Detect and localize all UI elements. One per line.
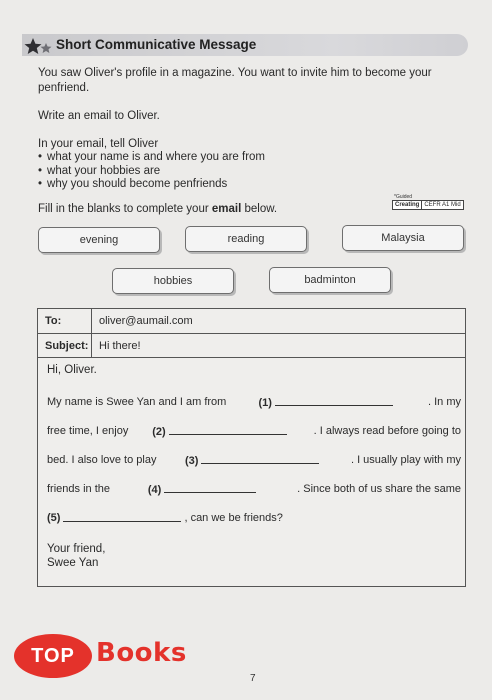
blank-3[interactable] — [201, 453, 319, 464]
blank-number: (1) — [258, 397, 272, 409]
email-line-4 — [47, 482, 461, 497]
stars-icon — [24, 36, 54, 56]
word-box-reading: reading — [185, 226, 307, 252]
line-text: . I usually play with my — [350, 454, 461, 466]
fill-instruction — [38, 202, 277, 217]
line-text: bed. I also love to play — [47, 454, 157, 466]
blank-number: (2) — [152, 426, 166, 438]
email-form — [37, 308, 466, 587]
blank-2[interactable] — [169, 424, 287, 435]
line-text: , can we be friends? — [184, 512, 283, 524]
intro-text: You saw Oliver's profile in a magazine. You want to invite him to become your penfriend. — [38, 67, 432, 94]
skill-label: Creating — [393, 201, 422, 209]
guided-label: *Guided — [394, 194, 413, 200]
email-greeting: Hi, Oliver. — [47, 364, 97, 376]
bullet-item: • why you should become penfriends — [38, 178, 265, 192]
word-box-hobbies: hobbies — [112, 268, 234, 294]
blank-1[interactable] — [275, 395, 393, 406]
line-text: free time, I enjoy — [47, 425, 129, 437]
email-line-2 — [47, 424, 461, 439]
word-box-badminton: badminton — [269, 267, 391, 293]
write-instruction: Write an email to Oliver. — [38, 110, 160, 122]
email-line-1 — [47, 395, 461, 410]
page-number: 7 — [250, 673, 256, 684]
line-text: friends in the — [47, 483, 110, 495]
bullet-item: • what your name is and where you are from — [38, 151, 265, 165]
level-tag — [392, 194, 464, 210]
email-signature: Swee Yan — [47, 557, 99, 569]
blank-number: (5) — [47, 512, 61, 524]
level-label: CEFR A1 Mid — [424, 202, 461, 208]
word-box-evening: evening — [38, 227, 160, 253]
email-signoff: Your friend, — [47, 543, 106, 555]
logo-top-text: TOP — [14, 634, 92, 678]
blank-number: (3) — [184, 455, 199, 467]
word-box-malaysia: Malaysia — [342, 225, 464, 251]
line-text: . In my — [427, 396, 461, 408]
blank-4[interactable] — [164, 482, 256, 493]
to-row — [38, 309, 465, 334]
fill-prefix: Fill in the blanks to complete your — [38, 203, 212, 215]
section-title: Short Communicative Message — [56, 37, 257, 52]
line-text: . I always read before going to — [313, 425, 461, 437]
blank-5[interactable] — [63, 511, 181, 522]
fill-suffix: below. — [241, 203, 278, 215]
bullet-list — [38, 151, 265, 192]
email-line-3 — [47, 453, 461, 468]
line-text: My name is Swee Yan and I am from — [47, 396, 227, 408]
subject-value: Hi there! — [99, 339, 141, 352]
line-text: . Since both of us share the same — [297, 483, 461, 495]
cefr-badge — [392, 200, 464, 210]
subject-row — [38, 334, 465, 358]
to-value: oliver@aumail.com — [99, 315, 193, 327]
subject-label: Subject: — [38, 334, 92, 357]
tell-instruction: In your email, tell Oliver — [38, 138, 159, 150]
logo-books-text: Books — [96, 638, 187, 668]
to-label: To: — [38, 309, 92, 333]
email-line-5 — [47, 511, 461, 525]
blank-number: (4) — [147, 484, 162, 496]
fill-bold: email — [211, 203, 242, 215]
bullet-item: • what your hobbies are — [38, 165, 265, 179]
